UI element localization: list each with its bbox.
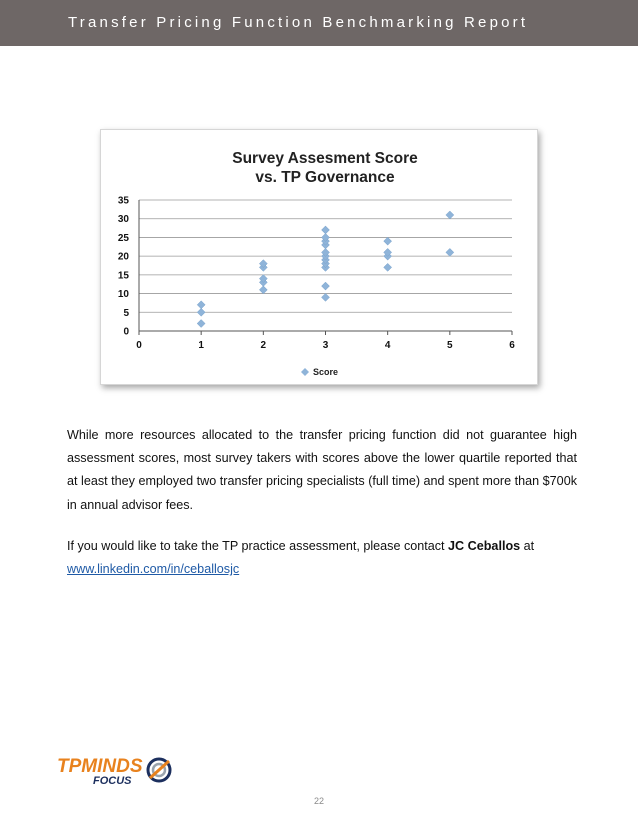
data-point: [197, 320, 205, 328]
contact-suffix: at: [520, 539, 535, 553]
page-number: 22: [313, 796, 324, 806]
x-tick-label: 6: [509, 340, 515, 351]
paragraph-findings: While more resources allocated to the transfer pricing function did not guarantee high assessment scores, most survey takers with scores above the lower quartile reported that at least they employed two transfer pricing specialists (full time) and spent more than $700k in annual advisor fees.: [67, 428, 577, 512]
y-tick-label: 15: [117, 270, 129, 282]
y-tick-label: 30: [117, 214, 129, 226]
data-point: [322, 293, 330, 301]
legend-label: Score: [313, 367, 339, 377]
data-point: [322, 282, 330, 290]
x-tick-label: 3: [322, 340, 329, 351]
x-tick-label: 2: [260, 340, 267, 351]
chart-title-line1: Survey Assesment Score: [232, 150, 418, 167]
data-point: [446, 248, 454, 256]
data-point: [384, 263, 392, 271]
report-title: Transfer Pricing Function Benchmarking Report: [68, 14, 529, 31]
report-header-bar: [0, 0, 638, 46]
tpminds-focus-logo: [57, 752, 175, 788]
y-tick-label: 35: [117, 195, 129, 207]
legend-marker: [301, 368, 309, 376]
paragraph-contact: [67, 535, 577, 581]
y-tick-label: 10: [117, 289, 129, 301]
chart-title-line2: vs. TP Governance: [255, 169, 395, 186]
contact-prefix: If you would like to take the TP practice assessment, please contact: [67, 539, 449, 553]
linkedin-link[interactable]: www.linkedin.com/in/ceballosjc: [67, 562, 240, 577]
y-tick-label: 5: [123, 307, 129, 319]
contact-name: JC Ceballos: [448, 539, 521, 553]
y-tick-label: 20: [117, 251, 129, 263]
logo-text-sub: FOCUS: [93, 775, 132, 787]
y-tick-label: 25: [117, 232, 129, 244]
data-point: [197, 301, 205, 309]
chart-canvas: [101, 130, 537, 384]
logo-emblem-icon: [148, 759, 170, 781]
x-tick-label: 0: [136, 340, 142, 351]
y-tick-label: 0: [123, 326, 129, 338]
x-tick-label: 1: [198, 340, 204, 351]
logo-graphic: [57, 752, 175, 788]
data-point: [197, 308, 205, 316]
data-point: [322, 226, 330, 234]
logo-text-main: TPMINDS: [57, 756, 143, 777]
x-tick-label: 5: [447, 340, 453, 351]
x-tick-label: 4: [384, 340, 391, 351]
scatter-chart: [100, 129, 538, 385]
data-point: [384, 237, 392, 245]
data-point: [259, 286, 267, 294]
data-point: [446, 211, 454, 219]
